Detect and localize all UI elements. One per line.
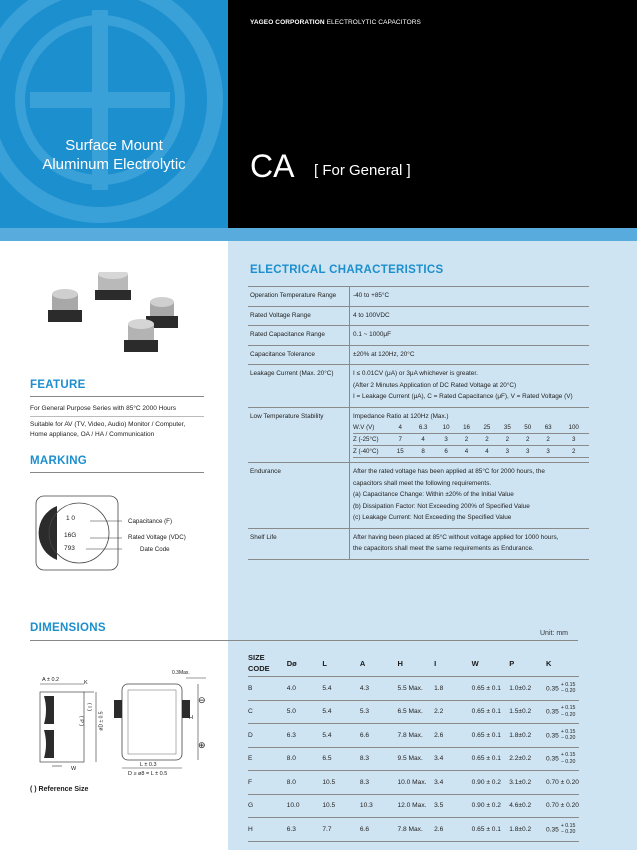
ec-value: Impedance Ratio at 120Hz (Max.) W.V (V) 4 6.3 10 16 25 35 50 63 100 Z (-25°C) 7 4 3 2 2 2 2 2 3 Z (-40°C) 15 8 6 4 4 3 3 3 2 [350,407,590,463]
electrical-heading: ELECTRICAL CHARACTERISTICS [250,264,444,276]
ec-row-temperature [248,287,589,307]
ec-value: After having been placed at 85°C without voltage applied for 1000 hours, the capacitors shall meet the same requirements as Endurance. [350,528,590,559]
marking-date-code: 793 [64,545,75,552]
dim-w-label: W [71,766,77,772]
col-w: W [471,658,479,668]
col-i: I [434,658,437,668]
positive-terminal-icon: ⊕ [198,740,206,750]
ec-label: Endurance [248,463,350,529]
table-row: H 6.3 7.7 6.6 7.8 Max. 2.6 0.65 ± 0.1 1.8±0.2 0.35+ 0.15 − 0.20 [248,818,579,842]
ec-row-capacitance [248,326,589,346]
col-a: A [359,658,366,668]
dim-max-label: 0.3Max. [172,670,190,676]
marking-capacitance-label: Capacitance (F) [128,518,173,525]
dimensions-header-row [248,650,579,677]
capacitor-image-1 [95,272,131,300]
marking-heading: MARKING [30,455,88,467]
feature-item-2b: Home appliance, OA / HA / Communication [30,431,155,438]
ec-value: After the rated voltage has been applied at 85°C for 2000 hours, the capacitors shall meet the following requirements. (a) Capacitance Change: Within ±20% of the Initial Value (b) Dissipation Factor: Not Exceeding 200% of Specified Value (c) Leakage Current: Not Exceeding the Specified Value [350,463,590,529]
feature-heading: FEATURE [30,379,86,391]
ec-label: Shelf Life [248,528,350,559]
dim-dl-label: D ≥ ø8 = L ± 0.5 [128,771,168,777]
dim-p-label: ( P ) [78,715,85,727]
product-title: Surface Mount Aluminum Electrolytic [42,137,186,173]
dim-h-label: H [189,715,193,721]
ec-value: -40 to +85°C [350,287,590,307]
dim-k-label: K [84,680,88,686]
marking-date-label: Date Code [140,546,170,553]
ec-row-low-temp [248,407,589,463]
ec-label: Rated Capacitance Range [248,326,350,346]
ec-row-leakage [248,365,589,408]
negative-terminal-icon: ⊖ [198,695,206,705]
marking-diagram [32,494,122,572]
series-name: CA [250,148,295,184]
feature-item-1: For General Purpose Series with 85°C 2000 Hours [30,405,177,412]
marking-rule [30,472,204,473]
ec-row-voltage [248,306,589,326]
marking-capacitance-code: 1 0 [66,515,76,522]
capacitor-image-2 [48,289,82,322]
impedance-head-row: W.V (V) 4 6.3 10 16 25 35 50 63 100 [353,422,589,434]
col-size-code: SIZE CODE [248,653,270,673]
ec-label: Leakage Current (Max. 20°C) [248,365,350,408]
feature-rule [30,396,204,397]
product-photo [40,272,180,362]
header-blue-panel [0,0,228,228]
ec-row-shelf-life [248,528,589,559]
table-row: F 8.0 10.5 8.3 10.0 Max. 3.4 0.90 ± 0.2 3.1±0.2 0.70 ± 0.20 [248,771,579,795]
dimensions-rule [30,640,578,641]
impedance-row-40: Z (-40°C) 15 8 6 4 4 3 3 3 2 [353,446,589,458]
table-row: B 4.0 5.4 4.3 5.5 Max. 1.8 0.65 ± 0.1 1.0±0.2 0.35+ 0.15 − 0.20 [248,677,579,701]
marking-voltage-code: 16G [64,532,77,539]
table-row: E 8.0 6.5 8.3 9.5 Max. 3.4 0.65 ± 0.1 2.2±0.2 0.35+ 0.15 − 0.20 [248,747,579,771]
ec-value: 4 to 100VDC [350,306,590,326]
dim-d-label: øD ± 0.5 [98,711,105,731]
impedance-table [353,422,589,458]
ec-value: I ≤ 0.01CV (μA) or 3μA whichever is greater. (After 2 Minutes Application of DC Rated Voltage at 20°C) I = Leakage Current (μA), C = Rated Capacitance (μF), V = Rated Voltage (V) [350,365,590,408]
feature-item-divider [30,416,204,417]
table-row: C 5.0 5.4 5.3 6.5 Max. 2.2 0.65 ± 0.1 1.5±0.2 0.35+ 0.15 − 0.20 [248,700,579,724]
col-l: L [322,658,327,668]
table-row: G 10.0 10.5 10.3 12.0 Max. 3.5 0.90 ± 0.2 4.6±0.2 0.70 ± 0.20 [248,794,579,818]
ec-row-tolerance [248,345,589,365]
col-p: P [509,658,515,668]
dim-i-label: ( I ) [86,702,93,712]
col-h: H [397,658,403,668]
ec-label: Rated Voltage Range [248,306,350,326]
ec-row-endurance [248,463,589,529]
ec-value: 0.1 ~ 1000μF [350,326,590,346]
col-k: K [545,658,552,668]
ec-label: Capacitance Tolerance [248,345,350,365]
dim-a-label: A ± 0.2 [42,677,60,683]
table-row: D 6.3 5.4 6.6 7.8 Max. 2.6 0.65 ± 0.1 1.8±0.2 0.35+ 0.15 − 0.20 [248,724,579,748]
series-subtitle: [ For General ] [314,162,411,179]
electrical-table [248,286,589,560]
brand-line: YAGEO CORPORATION ELECTROLYTIC CAPACITORS [250,19,421,26]
ec-value: ±20% at 120Hz, 20°C [350,345,590,365]
ec-label: Low Temperature Stability [248,407,350,463]
ec-label: Operation Temperature Range [248,287,350,307]
capacitor-image-4 [124,319,158,352]
dim-l-label: L ± 0.3 [140,762,157,768]
marking-voltage-label: Rated Voltage (VDC) [128,534,186,541]
dimensions-table [248,650,579,842]
brand-watermark-graphic [0,0,228,228]
reference-size-note: ( ) Reference Size [30,786,89,793]
dimensions-heading: DIMENSIONS [30,622,106,634]
feature-item-2a: Suitable for AV (TV, Video, Audio) Monitor / Computer, [30,421,186,428]
header-black-panel [228,0,637,228]
unit-label: Unit: mm [540,630,568,637]
header-stripe [0,228,637,241]
impedance-row-25: Z (-25°C) 7 4 3 2 2 2 2 2 3 [353,434,589,446]
col-d: Dø [286,658,297,668]
